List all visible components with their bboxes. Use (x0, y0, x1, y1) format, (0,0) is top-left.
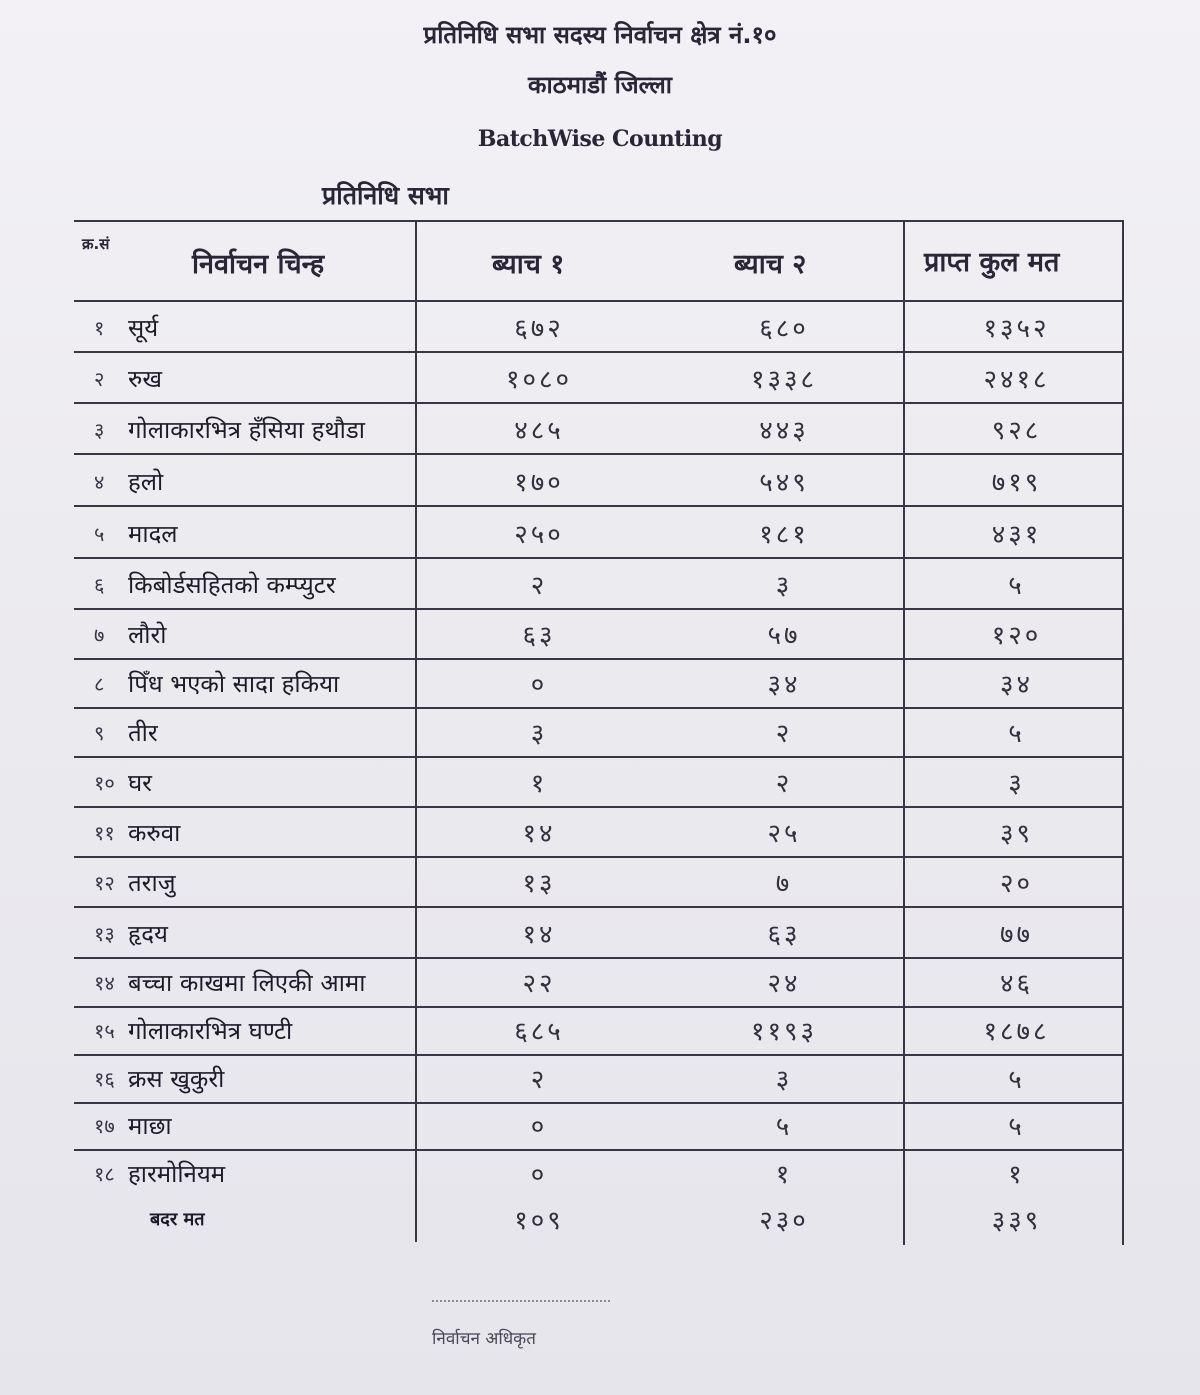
table-row (74, 302, 1124, 352)
counting-title: BatchWise Counting (477, 126, 723, 152)
total-cell: ५ (1008, 719, 1025, 749)
total-cell: ३४ (999, 670, 1034, 700)
batch2-cell: ३ (775, 571, 793, 601)
symbol-cell (94, 707, 414, 757)
row-sn: ११ (94, 820, 115, 845)
district-title: काठमाडौं जिल्ला (528, 71, 672, 99)
table-row (74, 807, 1124, 857)
symbol-name: मादल (128, 519, 178, 548)
signature-label: निर्वाचन अधिकृत (432, 1329, 536, 1349)
total-cell: ४६ (999, 969, 1034, 999)
batch1-cell: २२ (522, 969, 556, 999)
row-sn: २ (94, 366, 105, 391)
table-row (74, 1005, 1124, 1055)
symbol-cell (94, 559, 414, 609)
batch1-cell: ६३ (522, 621, 556, 651)
batch1-cell: ६८५ (514, 1017, 564, 1047)
table-rule (74, 220, 1124, 222)
batch1-cell: १४ (522, 819, 556, 849)
signature-line (432, 1300, 610, 1302)
table-row (74, 957, 1124, 1007)
header-total: प्राप्त कुल मत (924, 247, 1060, 278)
symbol-cell (94, 1148, 414, 1198)
results-table (74, 220, 1124, 1245)
row-sn: ७ (94, 622, 105, 647)
symbol-cell (94, 1053, 414, 1103)
total-cell: ९२८ (991, 416, 1042, 446)
document-title: प्रतिनिधि सभा सदस्य निर्वाचन क्षेत्र नं.१० (423, 21, 777, 49)
batch2-cell: २४ (767, 969, 801, 999)
symbol-name: हृदय (128, 919, 168, 948)
symbol-name: तराजु (128, 868, 176, 897)
row-sn: ४ (94, 469, 105, 494)
symbol-name: किबोर्डसहितको कम्प्युटर (128, 570, 336, 599)
symbol-cell (94, 609, 414, 659)
symbol-name: बच्चा काखमा लिएकी आमा (128, 968, 366, 997)
row-sn: १० (94, 770, 115, 795)
table-row (74, 1148, 1124, 1198)
row-sn: १८ (94, 1161, 115, 1186)
batch2-cell: १८१ (759, 520, 809, 550)
batch2-cell: २ (775, 769, 793, 799)
batch1-cell: १ (530, 769, 548, 799)
batch2-cell: ७ (775, 869, 793, 899)
total-cell: ५ (1008, 1112, 1025, 1142)
symbol-name: हारमोनियम (128, 1159, 226, 1188)
batch1-cell: ४८५ (514, 416, 564, 446)
symbol-name: हलो (128, 467, 164, 496)
total-cell: ३ (1008, 769, 1025, 799)
symbol-cell (94, 456, 414, 506)
symbol-cell (94, 908, 414, 958)
batch2-cell: ५४९ (759, 468, 809, 498)
row-sn: ८ (94, 671, 105, 696)
batch2-cell: ५ (775, 1112, 793, 1142)
table-row (74, 1053, 1124, 1103)
batch1-cell: ० (530, 670, 548, 700)
row-sn: १२ (94, 870, 115, 895)
batch2-cell: ३४ (767, 670, 801, 700)
symbol-cell (94, 1005, 414, 1055)
table-row (74, 559, 1124, 609)
batch2-cell: १ (775, 1160, 793, 1190)
row-sn: ३ (94, 417, 105, 442)
batch2-cell: ६८० (759, 314, 809, 344)
symbol-cell (94, 404, 414, 454)
invalid-votes-label: बदर मत (150, 1209, 205, 1230)
batch1-cell: २५० (514, 520, 564, 550)
total-cell: ५ (1008, 1065, 1025, 1095)
table-row (74, 353, 1124, 403)
table-row (74, 908, 1124, 958)
row-sn: १६ (94, 1066, 115, 1091)
total-cell: ४३१ (991, 520, 1042, 550)
batch1-cell: ० (530, 1160, 548, 1190)
symbol-name: गोलाकारभित्र घण्टी (128, 1016, 293, 1045)
symbol-name: सूर्य (128, 313, 159, 342)
batch2-cell: २ (775, 719, 793, 749)
total-cell: ५ (1008, 571, 1025, 601)
symbol-cell (94, 857, 414, 907)
header-sn: क्र.सं (82, 235, 110, 253)
symbol-cell (94, 807, 414, 857)
row-sn: ५ (94, 521, 105, 546)
table-row (74, 757, 1124, 807)
header-batch2: ब्याच २ (734, 249, 807, 280)
symbol-name: करुवा (128, 818, 181, 847)
invalid-batch1: १०९ (514, 1206, 564, 1236)
batch1-cell: १७० (514, 468, 564, 498)
header-symbol: निर्वाचन चिन्ह (192, 249, 325, 280)
total-cell: १२० (991, 621, 1042, 651)
symbol-cell (94, 508, 414, 558)
row-sn: १५ (94, 1018, 115, 1043)
table-row (74, 707, 1124, 757)
header-batch1: ब्याच १ (492, 249, 565, 280)
batch1-cell: ६७२ (514, 314, 564, 344)
row-sn: ६ (94, 572, 105, 597)
batch2-cell: ४४३ (759, 416, 809, 446)
batch1-cell: ० (530, 1112, 548, 1142)
section-title: प्रतिनिधि सभा (322, 181, 449, 210)
total-cell: ७७ (999, 920, 1034, 950)
batch1-cell: १३ (522, 869, 556, 899)
batch1-cell: १४ (522, 920, 556, 950)
batch2-cell: ५७ (767, 621, 801, 651)
batch1-cell: ३ (530, 719, 548, 749)
table-row (74, 456, 1124, 506)
total-cell: ३९ (999, 819, 1034, 849)
invalid-batch2: २३० (759, 1206, 809, 1236)
symbol-name: रुख (128, 364, 162, 393)
row-sn: १४ (94, 970, 115, 995)
row-sn: ९ (94, 720, 105, 745)
batch1-cell: २ (530, 571, 548, 601)
symbol-name: क्रस खुकुरी (128, 1064, 225, 1093)
symbol-cell (94, 757, 414, 807)
table-row (74, 1100, 1124, 1150)
symbol-name: लौरो (128, 620, 167, 649)
batch2-cell: ११९३ (750, 1017, 818, 1047)
total-cell: २० (999, 869, 1034, 899)
table-row (74, 508, 1124, 558)
row-sn: १७ (94, 1113, 115, 1138)
batch2-cell: ६३ (767, 920, 801, 950)
batch1-cell: २ (530, 1065, 548, 1095)
table-row (74, 857, 1124, 907)
symbol-name: माछा (128, 1111, 172, 1140)
symbol-name: पिँध भएको सादा हकिया (128, 669, 340, 698)
batch2-cell: ३ (775, 1065, 793, 1095)
invalid-total: ३३९ (991, 1206, 1042, 1236)
total-cell: ७१९ (991, 468, 1042, 498)
invalid-votes-row (74, 1195, 1124, 1243)
symbol-cell (94, 957, 414, 1007)
table-row (74, 404, 1124, 454)
batch2-cell: २५ (767, 819, 801, 849)
total-cell: १ (1008, 1160, 1025, 1190)
batch2-cell: १३३८ (750, 365, 818, 395)
total-cell: १३५२ (983, 314, 1050, 344)
row-sn: १३ (94, 921, 115, 946)
batch1-cell: १०८० (505, 365, 573, 395)
table-row (74, 609, 1124, 659)
total-cell: १८७८ (983, 1017, 1050, 1047)
symbol-cell (94, 1100, 414, 1150)
symbol-name: तीर (128, 718, 158, 747)
symbol-cell (94, 353, 414, 403)
row-sn: १ (94, 315, 105, 340)
symbol-cell (94, 658, 414, 708)
symbol-cell (94, 302, 414, 352)
symbol-name: घर (128, 768, 152, 797)
total-cell: २४१८ (983, 365, 1050, 395)
symbol-name: गोलाकारभित्र हँसिया हथौडा (128, 415, 365, 444)
table-row (74, 658, 1124, 708)
